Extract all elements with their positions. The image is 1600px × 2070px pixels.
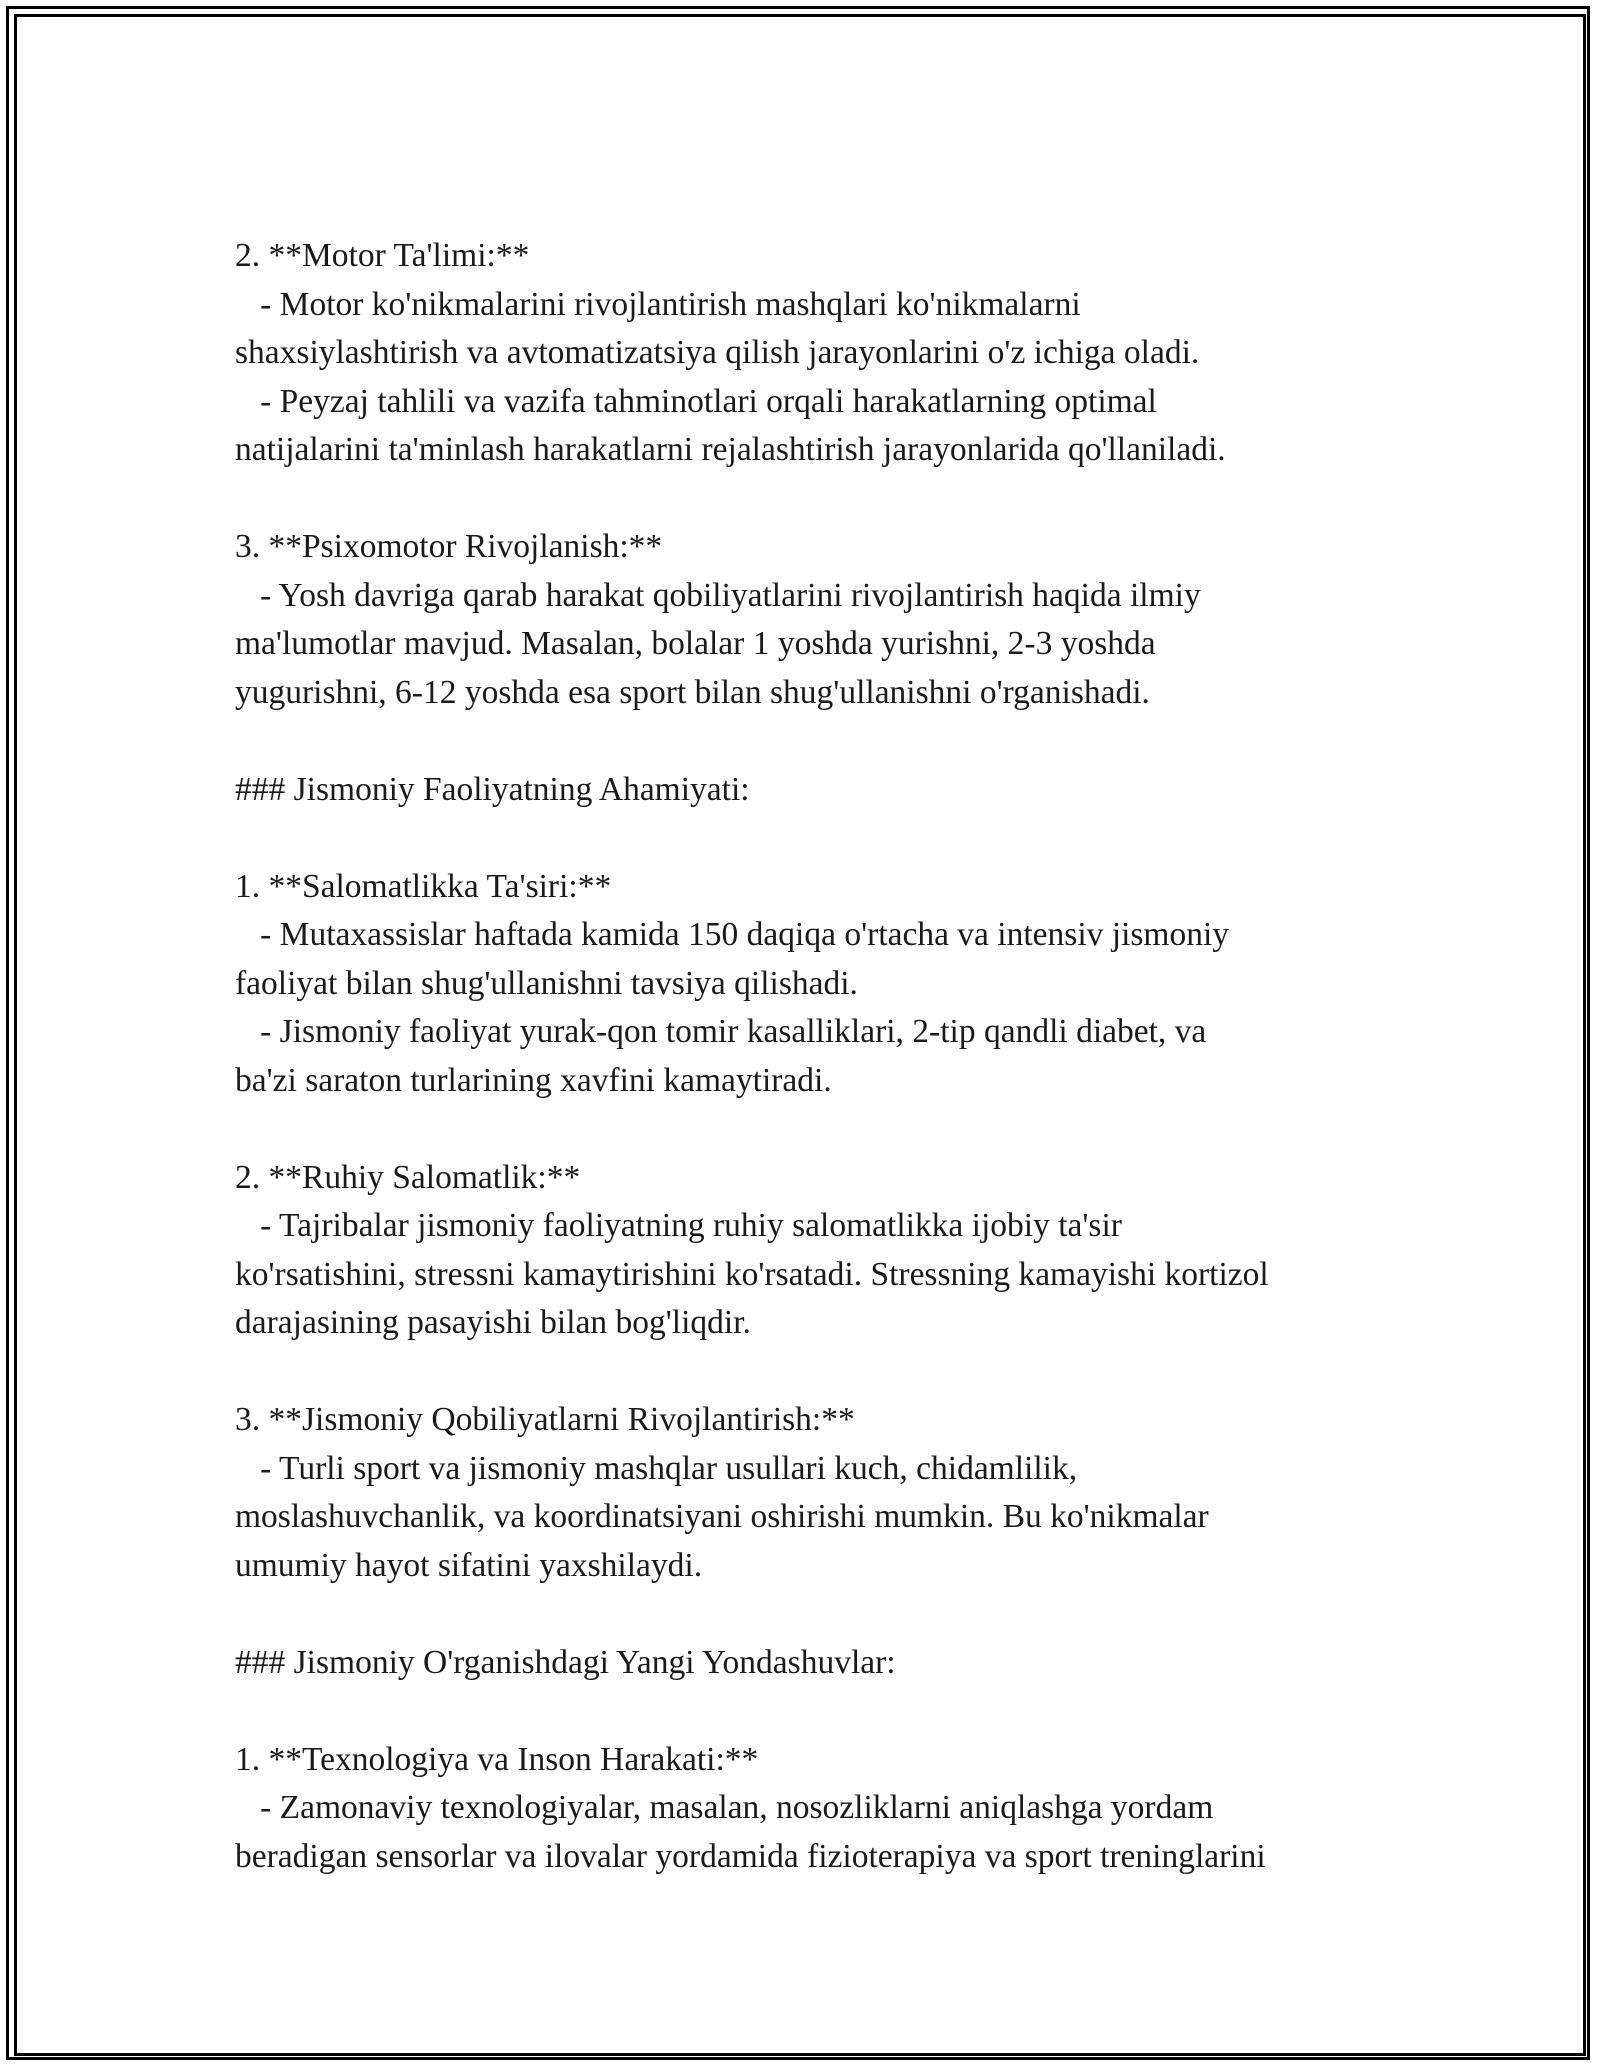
- text-line: - Jismoniy faoliyat yurak-qon tomir kasalliklari, 2-tip qandli diabet, va: [235, 1013, 1207, 1050]
- list-item-heading: 1. **Texnologiya va Inson Harakati:**: [235, 1740, 759, 1778]
- document-body: [235, 232, 1385, 1881]
- text-line: yugurishni, 6-12 yoshda esa sport bilan shug'ullanishni o'rganishadi.: [235, 673, 1150, 711]
- text-line: - Zamonaviy texnologiyalar, masalan, nosozliklarni aniqlashga yordam: [235, 1789, 1214, 1826]
- text-line: - Motor ko'nikmalarini rivojlantirish mashqlari ko'nikmalarni: [235, 285, 1081, 323]
- text-line: moslashuvchanlik, va koordinatsiyani oshirishi mumkin. Bu ko'nikmalar: [235, 1498, 1209, 1535]
- list-item-heading: 1. **Salomatlikka Ta'siri:**: [235, 867, 612, 905]
- section-heading: ### Jismoniy O'rganishdagi Yangi Yondashuvlar:: [235, 1643, 896, 1681]
- blank-line: [235, 475, 1385, 524]
- text-line: natijalarini ta'minlash harakatlarni rejalashtirish jarayonlarida qo'llaniladi.: [235, 431, 1226, 468]
- text-line: umumiy hayot sifatini yaxshilaydi.: [235, 1546, 703, 1584]
- blank-line: [235, 717, 1385, 766]
- text-line: ba'zi saraton turlarining xavfini kamaytiradi.: [235, 1061, 832, 1099]
- text-line: - Mutaxassislar haftada kamida 150 daqiqa o'rtacha va intensiv jismoniy: [235, 916, 1230, 953]
- list-item-heading: 2. **Motor Ta'limi:**: [235, 237, 530, 274]
- list-item-heading: 3. **Psixomotor Rivojlanish:**: [235, 528, 663, 565]
- blank-line: [235, 1687, 1385, 1736]
- list-item-heading: 2. **Ruhiy Salomatlik:**: [235, 1158, 581, 1196]
- text-line: - Turli sport va jismoniy mashqlar usullari kuch, chidamlilik,: [235, 1449, 1078, 1487]
- text-line: beradigan sensorlar va ilovalar yordamida fizioterapiya va sport treninglarini: [235, 1837, 1266, 1875]
- blank-line: [235, 1590, 1385, 1639]
- text-line: shaxsiylashtirish va avtomatizatsiya qilish jarayonlarini o'z ichiga oladi.: [235, 334, 1200, 371]
- text-line: ma'lumotlar mavjud. Masalan, bolalar 1 yoshda yurishni, 2-3 yoshda: [235, 625, 1156, 662]
- text-line: - Tajribalar jismoniy faoliyatning ruhiy salomatlikka ijobiy ta'sir: [235, 1207, 1122, 1244]
- list-item-heading: 3. **Jismoniy Qobiliyatlarni Rivojlantirish:**: [235, 1401, 855, 1438]
- text-line: darajasining pasayishi bilan bog'liqdir.: [235, 1304, 751, 1341]
- text-line: - Peyzaj tahlili va vazifa tahminotlari orqali harakatlarning optimal: [235, 382, 1157, 420]
- section-heading: ### Jismoniy Faoliyatning Ahamiyati:: [235, 770, 750, 808]
- blank-line: [235, 1348, 1385, 1397]
- text-line: - Yosh davriga qarab harakat qobiliyatlarini rivojlantirish haqida ilmiy: [235, 576, 1201, 614]
- blank-line: [235, 814, 1385, 863]
- text-line: faoliyat bilan shug'ullanishni tavsiya qilishadi.: [235, 964, 858, 1002]
- text-line: ko'rsatishini, stressni kamaytirishini ko'rsatadi. Stressning kamayishi kortizol: [235, 1255, 1269, 1293]
- blank-line: [235, 1105, 1385, 1154]
